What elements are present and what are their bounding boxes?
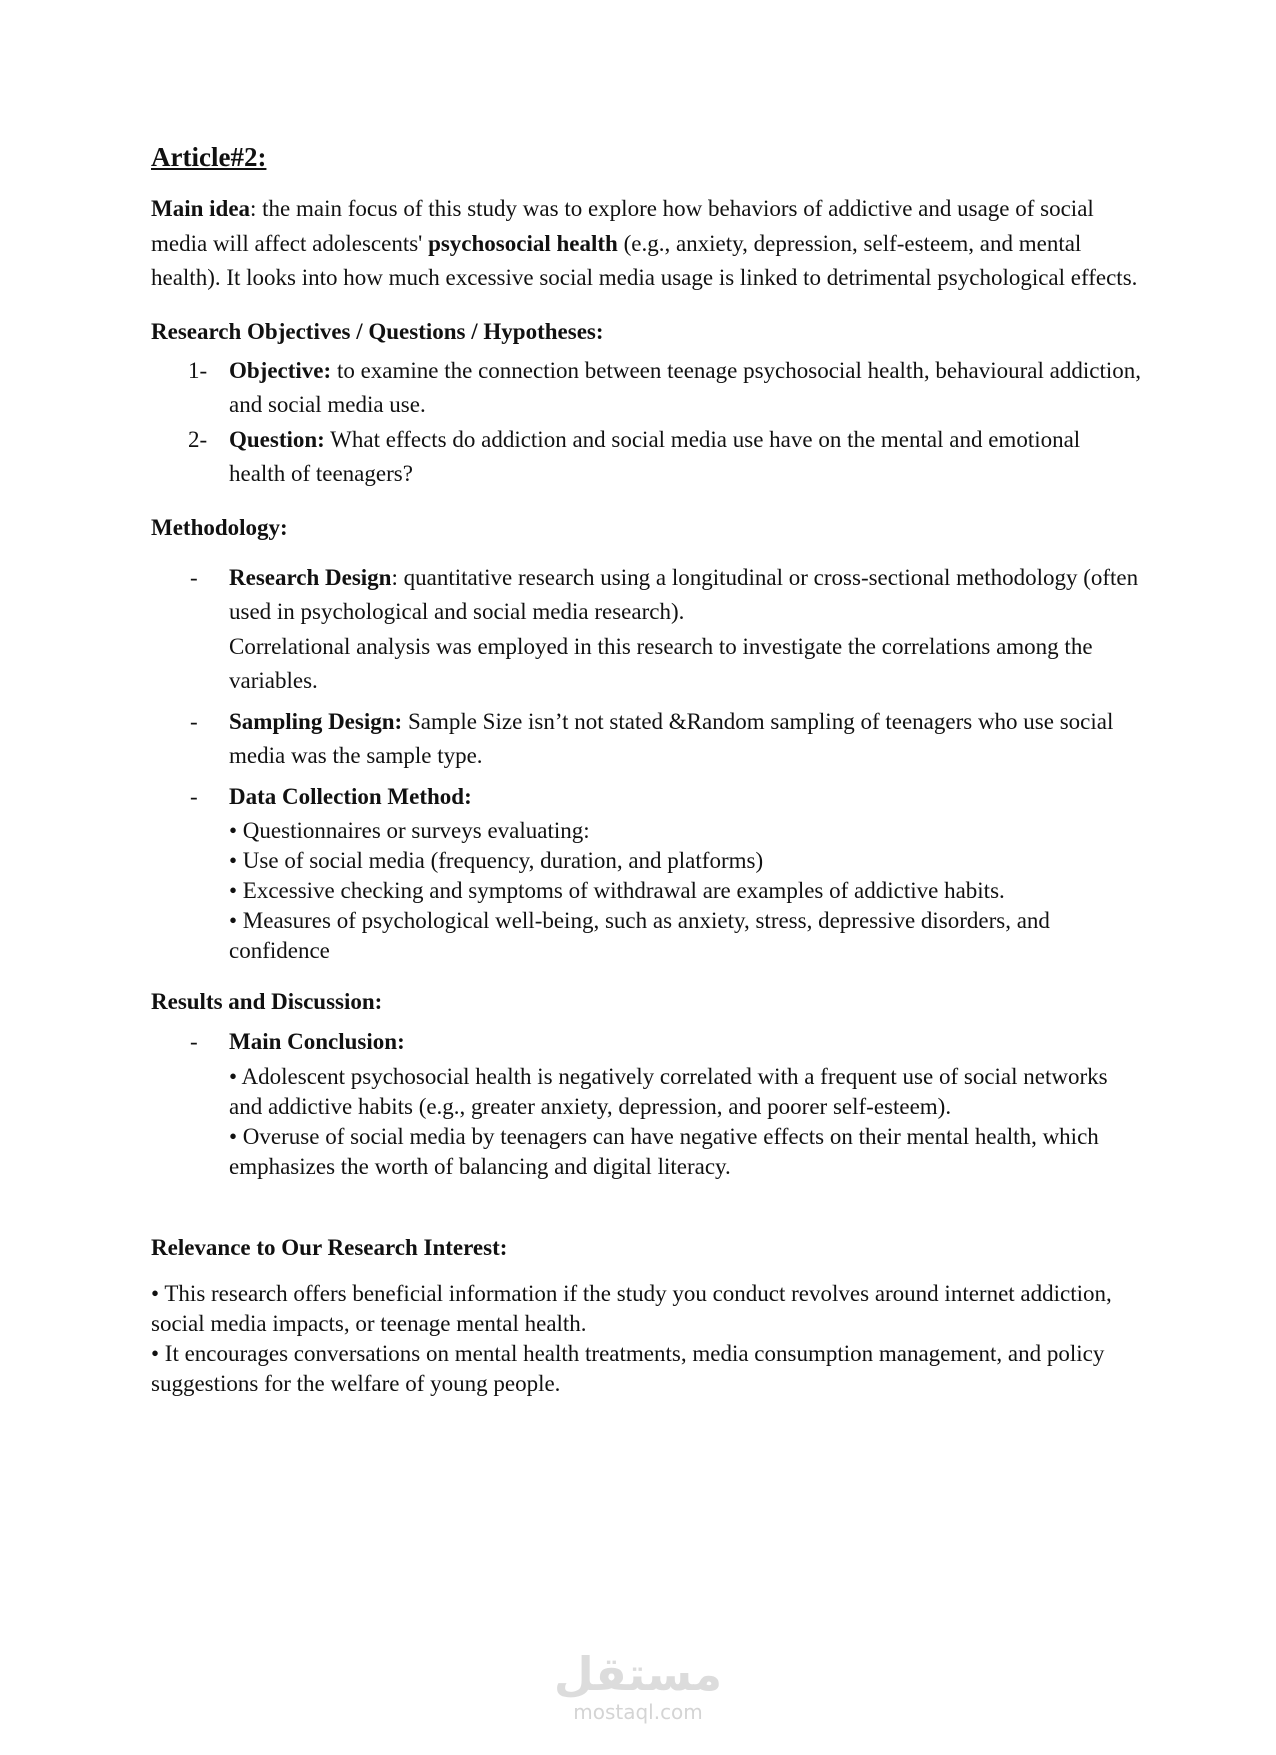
- research-design-label: Research Design: [229, 564, 392, 590]
- conclusion-bullets: [229, 1062, 1141, 1182]
- sampling-design-label: Sampling Design:: [229, 708, 403, 734]
- data-collection-bullets: [229, 816, 1141, 966]
- research-design-text: : quantitative research using a longitudinal or cross-sectional methodology (often used in psychological and social media research).: [229, 564, 1139, 624]
- research-design-item: [151, 561, 1141, 699]
- list-item: • Adolescent psychosocial health is negatively correlated with a frequent use of social networks and addictive habits (e.g., greater anxiety, depression, and poorer self-esteem).: [229, 1063, 1108, 1119]
- data-collection-item: [151, 780, 1141, 815]
- relevance-heading: Relevance to Our Research Interest:: [151, 1234, 508, 1260]
- dash-marker: -: [190, 564, 198, 590]
- main-conclusion-label: Main Conclusion:: [229, 1029, 405, 1054]
- list-item: • Excessive checking and symptoms of withdrawal are examples of addictive habits.: [229, 878, 1005, 903]
- list-item: • Overuse of social media by teenagers can have negative effects on their mental health, which emphasizes the worth of balancing and digital literacy.: [229, 1123, 1099, 1179]
- main-idea-bold: psychosocial health: [428, 230, 618, 256]
- question-text: What effects do addiction and social media use have on the mental and emotional health of teenagers?: [229, 426, 1081, 486]
- question-label: Question:: [229, 426, 325, 452]
- relevance-bullets: [151, 1279, 1141, 1399]
- objectives-heading: Research Objectives / Questions / Hypotheses:: [151, 318, 604, 344]
- list-item: • This research offers beneficial information if the study you conduct revolves around internet addiction, social media impacts, or teenage mental health.: [151, 1280, 1112, 1336]
- objective-number: 1-: [188, 357, 208, 383]
- watermark-logo: [0, 1648, 1276, 1724]
- main-idea-label: Main idea: [151, 196, 251, 221]
- dash-marker: -: [190, 1029, 198, 1054]
- data-collection-label: Data Collection Method:: [229, 783, 472, 809]
- methodology-heading: Methodology:: [151, 514, 288, 540]
- watermark-arabic: مستقل: [553, 1647, 723, 1701]
- watermark-latin: mostaql.com: [573, 1700, 703, 1724]
- objective-text: to examine the connection between teenage psychosocial health, behavioural addiction, and social media use.: [229, 357, 1141, 417]
- list-item: • Questionnaires or surveys evaluating:: [229, 818, 590, 843]
- document-page: [151, 140, 1141, 1399]
- main-idea-text-a: : the main focus of this study was to explore how behaviors of addictive and usage of social media will affect adolescents': [151, 196, 1094, 256]
- list-item: • Use of social media (frequency, duration, and platforms): [229, 848, 764, 873]
- list-item: • Measures of psychological well-being, such as anxiety, stress, depressive disorders, and confidence: [229, 908, 1050, 963]
- objective-item: [151, 354, 1141, 423]
- results-heading: Results and Discussion:: [151, 989, 383, 1014]
- sampling-design-text: Sample Size isn’t not stated &Random sampling of teenagers who use social media was the sample type.: [229, 708, 1114, 768]
- dash-marker: -: [190, 708, 198, 734]
- question-number: 2-: [188, 426, 208, 452]
- main-idea-text-b: (e.g., anxiety, depression, self-esteem, and mental health). It looks into how much excessive social media usage is linked to detrimental psychological effects.: [151, 230, 1138, 290]
- dash-marker: -: [190, 783, 198, 809]
- research-design-text-2: Correlational analysis was employed in this research to investigate the correlations among the variables.: [229, 633, 1093, 693]
- list-item: • It encourages conversations on mental health treatments, media consumption management, and policy suggestions for the welfare of young people.: [151, 1340, 1105, 1396]
- main-idea-paragraph: [151, 192, 1141, 296]
- sampling-design-item: [151, 705, 1141, 774]
- question-item: [151, 423, 1141, 492]
- article-title: Article#2:: [151, 142, 267, 172]
- objective-label: Objective:: [229, 357, 332, 383]
- main-conclusion-item: [151, 1025, 1141, 1060]
